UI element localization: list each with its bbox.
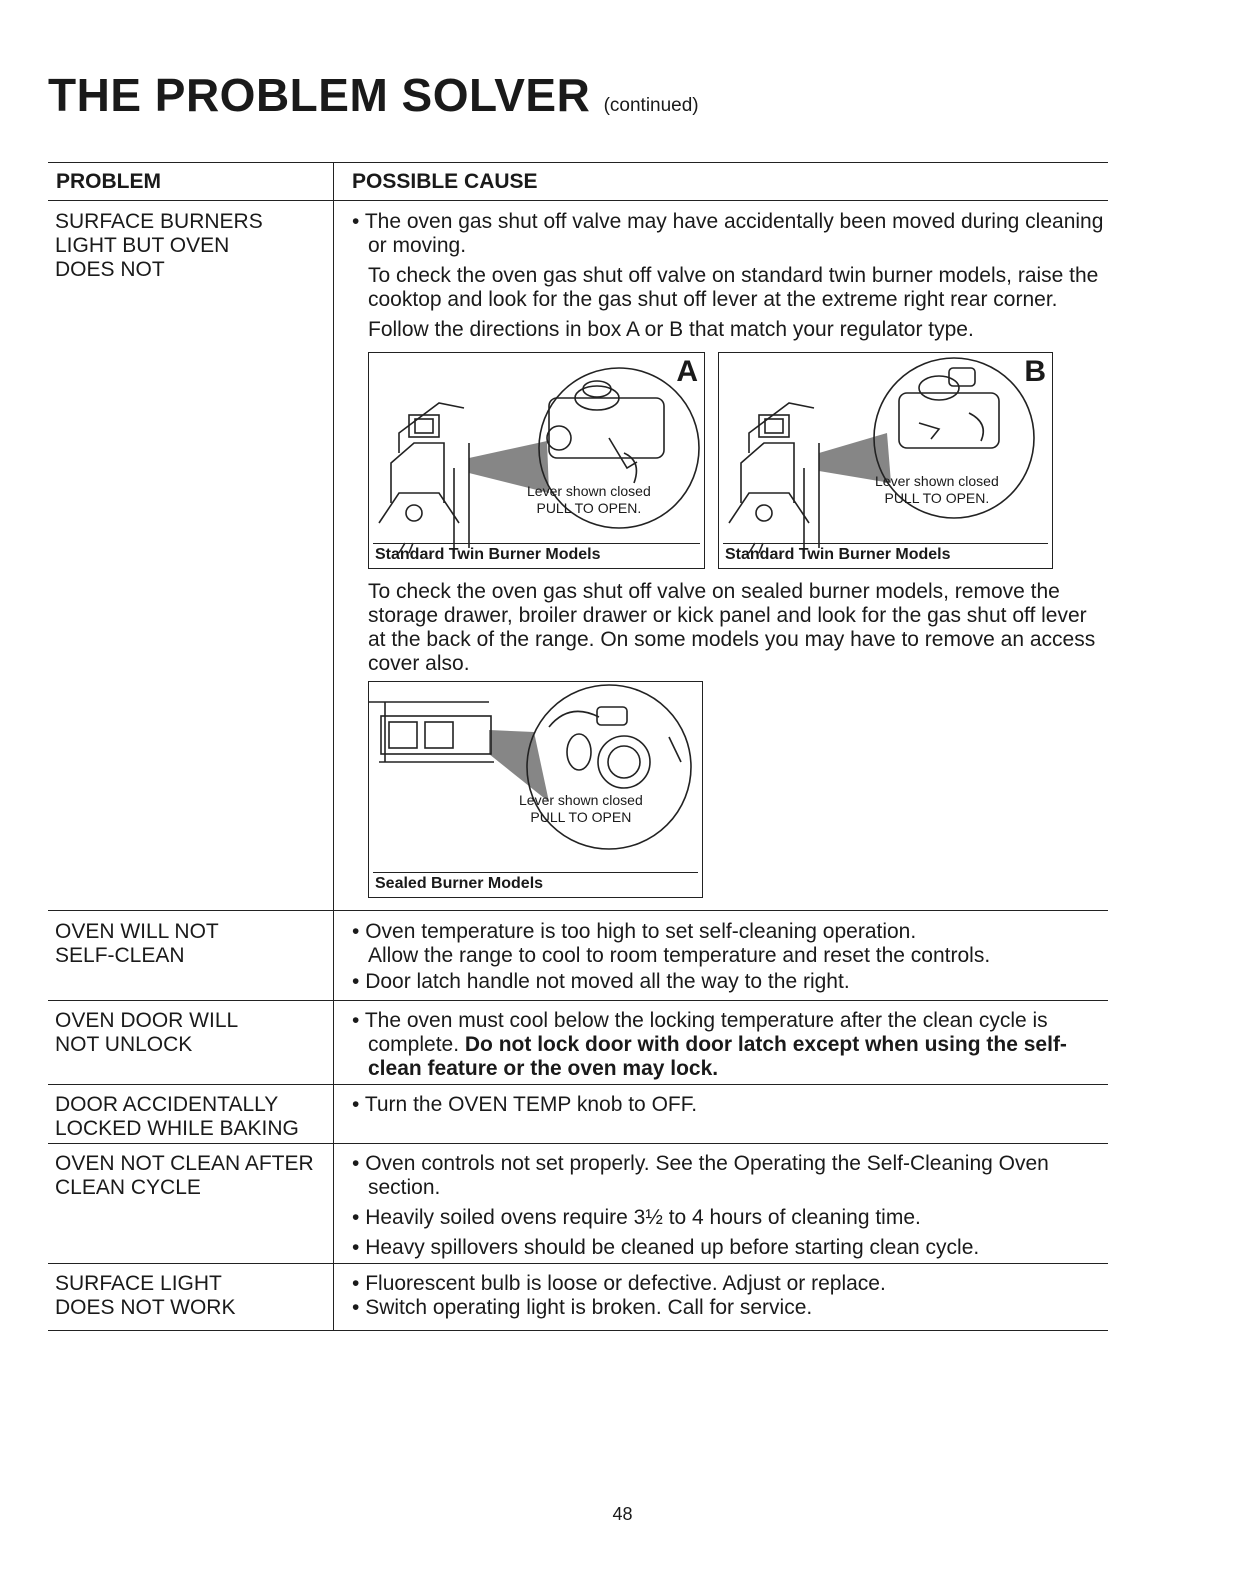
bullet-glyph: • <box>352 920 360 943</box>
cause-surface-burners <box>352 210 1104 348</box>
lever-note-line: Lever shown closed <box>519 792 643 808</box>
table-bottom-rule <box>48 1330 1108 1331</box>
bullet-glyph: • <box>352 1009 360 1032</box>
lever-note-line: PULL TO OPEN. <box>536 500 642 516</box>
problem-line: SURFACE BURNERS <box>55 210 263 233</box>
figure-b-letter: B <box>1024 355 1046 388</box>
figure-a-letter: A <box>676 355 698 388</box>
cause-bullet <box>352 1272 1104 1296</box>
cause-bullet <box>352 1296 1104 1320</box>
figure-sealed-lever-note <box>519 792 643 826</box>
figure-a-caption: Standard Twin Burner Models <box>375 546 601 563</box>
cause-door-accidentally-locked <box>352 1093 1104 1123</box>
cause-text: Allow the range to cool to room temperature and reset the controls. <box>368 944 991 967</box>
figure-a-illustration <box>369 353 704 568</box>
cause-oven-door-will-not-unlock <box>352 1009 1104 1087</box>
problem-line: OVEN NOT CLEAN AFTER <box>55 1152 314 1175</box>
cause-bullet <box>352 1152 1104 1200</box>
figure-a <box>368 352 705 569</box>
caption-rule <box>373 543 700 544</box>
bullet-glyph: • <box>352 1206 360 1229</box>
figure-a-lever-note <box>527 483 651 517</box>
lever-note-line: PULL TO OPEN <box>530 809 632 825</box>
problem-oven-door-will-not-unlock <box>55 1009 325 1057</box>
table-top-rule <box>48 162 1108 163</box>
row-rule <box>48 910 1108 911</box>
problem-line: SELF-CLEAN <box>55 944 185 967</box>
cause-bullet <box>352 210 1104 258</box>
cause-bullet <box>352 970 1104 994</box>
page-title <box>48 68 699 122</box>
cause-warning-text: Do not lock door with door latch except when using the self-clean feature or the oven may lock. <box>368 1033 1067 1080</box>
problem-line: DOES NOT <box>55 258 165 281</box>
cause-bullet <box>352 1093 1104 1117</box>
problem-line: OVEN DOOR WILL <box>55 1009 239 1032</box>
cause-bullet <box>352 1009 1104 1081</box>
lever-note-line: Lever shown closed <box>875 473 999 489</box>
figure-sealed-burner <box>368 681 703 898</box>
cause-text: Follow the directions in box A or B that match your regulator type. <box>368 318 974 341</box>
caption-rule <box>373 872 698 873</box>
column-divider <box>333 162 334 1330</box>
page-number: 48 <box>612 1504 633 1524</box>
bullet-glyph: • <box>352 210 360 233</box>
cause-oven-not-clean <box>352 1152 1104 1266</box>
bullet-glyph: • <box>352 1236 360 1259</box>
cause-text: Door latch handle not moved all the way to the right. <box>365 970 850 993</box>
figure-sealed-caption: Sealed Burner Models <box>375 875 544 892</box>
lever-note-line: Lever shown closed <box>527 483 651 499</box>
problem-line: OVEN WILL NOT <box>55 920 219 943</box>
bullet-glyph: • <box>352 970 360 993</box>
cause-text: Heavy spillovers should be cleaned up before starting clean cycle. <box>365 1236 980 1259</box>
problem-line: NOT UNLOCK <box>55 1033 193 1056</box>
bullet-glyph: • <box>352 1093 360 1116</box>
cause-text: Heavily soiled ovens require 3½ to 4 hours of cleaning time. <box>365 1206 921 1229</box>
cause-surface-light <box>352 1272 1104 1326</box>
problem-line: CLEAN CYCLE <box>55 1176 201 1199</box>
title-text: THE PROBLEM SOLVER <box>48 69 591 121</box>
problem-door-accidentally-locked <box>55 1093 325 1141</box>
cause-text: Switch operating light is broken. Call for service. <box>365 1296 813 1319</box>
problem-line: DOOR ACCIDENTALLY <box>55 1093 279 1116</box>
cause-sealed-burner <box>352 580 1104 682</box>
problem-surface-light <box>55 1272 325 1320</box>
bullet-glyph: • <box>352 1152 360 1175</box>
problem-surface-burners <box>55 210 325 282</box>
problem-line: SURFACE LIGHT <box>55 1272 222 1295</box>
cause-text: The oven gas shut off valve may have accidentally been moved during cleaning or moving. <box>364 210 1104 257</box>
problem-line: LOCKED WHILE BAKING <box>55 1117 299 1140</box>
row-rule <box>48 1143 1108 1144</box>
cause-bullet <box>352 1236 1104 1260</box>
figure-b-illustration <box>719 353 1052 568</box>
problem-line: DOES NOT WORK <box>55 1296 236 1319</box>
cause-text: Oven controls not set properly. See the Operating the Self-Cleaning Oven section. <box>365 1152 1049 1199</box>
bullet-glyph: • <box>352 1296 360 1319</box>
lever-note-line: PULL TO OPEN. <box>884 490 990 506</box>
header-rule <box>48 200 1108 201</box>
cause-text: Fluorescent bulb is loose or defective. Adjust or replace. <box>365 1272 886 1295</box>
caption-rule <box>723 543 1048 544</box>
row-rule <box>48 1000 1108 1001</box>
cause-oven-will-not-self-clean <box>352 920 1104 1000</box>
cause-text: To check the oven gas shut off valve on standard twin burner models, raise the cooktop and look for the gas shut off lever at the extreme right rear corner. <box>368 264 1099 311</box>
figure-sealed-illustration <box>369 682 702 897</box>
figure-b <box>718 352 1053 569</box>
cause-text: The oven must cool below the locking temperature after the clean cycle is complete. <box>364 1009 1048 1056</box>
problem-line: LIGHT BUT OVEN <box>55 234 230 257</box>
header-possible-cause: POSSIBLE CAUSE <box>352 170 538 193</box>
header-problem: PROBLEM <box>56 170 161 193</box>
figure-b-caption: Standard Twin Burner Models <box>725 546 951 563</box>
bullet-glyph: • <box>352 1272 360 1295</box>
cause-bullet <box>352 920 1104 944</box>
cause-text: To check the oven gas shut off valve on sealed burner models, remove the storage drawer, broiler drawer or kick panel and look for the gas shut off lever at the back of the range. On some models you may have to remove an access cover also. <box>368 580 1096 675</box>
problem-oven-will-not-self-clean <box>55 920 325 968</box>
title-suffix: (continued) <box>603 95 699 116</box>
cause-text: Turn the OVEN TEMP knob to OFF. <box>364 1093 698 1116</box>
problem-oven-not-clean <box>55 1152 325 1200</box>
cause-bullet <box>352 1206 1104 1230</box>
figure-b-lever-note <box>875 473 999 507</box>
cause-text: Oven temperature is too high to set self-cleaning operation. <box>365 920 917 943</box>
